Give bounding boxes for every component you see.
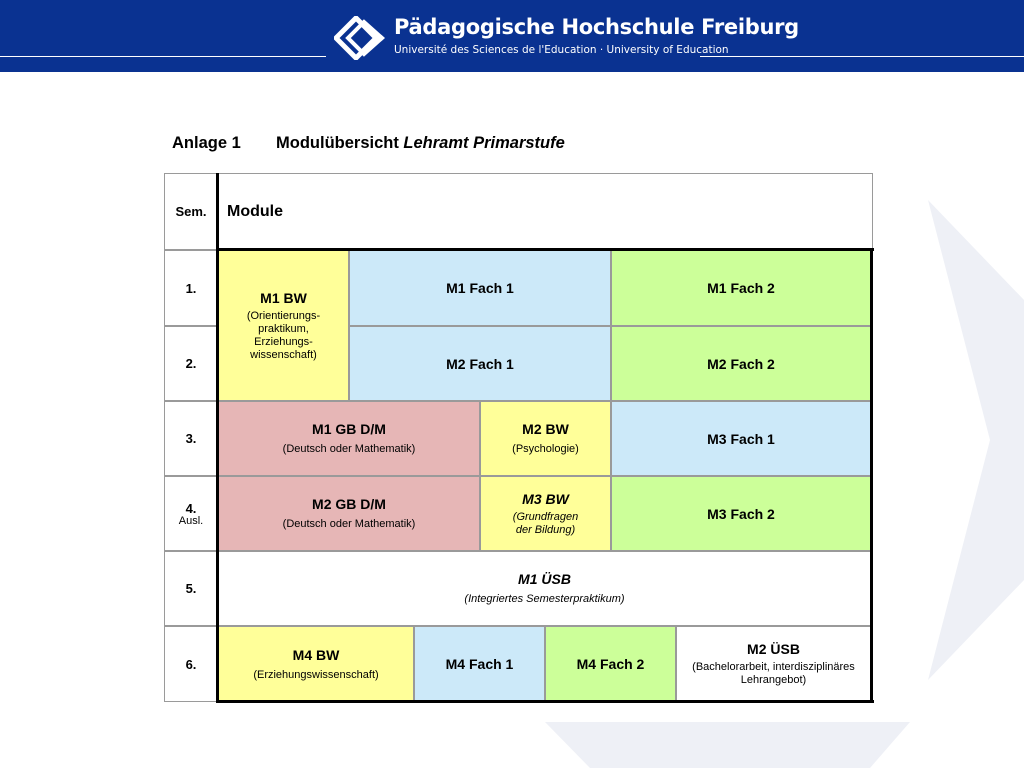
semester-6-cell (164, 626, 218, 702)
module-header: Module (227, 202, 283, 220)
module-header-cell (218, 173, 873, 250)
m2-fach1-name: M2 Fach 1 (446, 355, 514, 372)
m1-gb-name: M1 GB D/M (312, 421, 386, 437)
m4-bw-name: M4 BW (292, 646, 340, 663)
m3-bw-name: M3 BW (522, 490, 569, 507)
sem-header-cell (164, 173, 218, 250)
module-border-bottom (216, 700, 874, 703)
m2-usb-desc: (Bachelorarbeit, interdisziplinäres Lehrangebot) (692, 661, 855, 686)
m2-gb-name: M2 GB D/M (312, 496, 386, 512)
m2-usb-name: M2 ÜSB (747, 641, 800, 657)
m1-fach2-name: M1 Fach 2 (707, 280, 775, 296)
module-m2-fach1 (349, 326, 611, 401)
module-m3-bw (480, 476, 611, 551)
module-border-right (870, 248, 873, 703)
university-subtitle: Université des Sciences de l'Education · University of Education (394, 44, 729, 56)
module-m3-fach1 (611, 401, 871, 476)
m1-fach1-name: M1 Fach 1 (446, 280, 514, 296)
title-italic: Lehramt Primarstufe (403, 134, 565, 152)
semester-5-cell (164, 551, 218, 626)
module-m1-bw (218, 250, 349, 401)
semester-6-label: 6. (185, 656, 197, 672)
m1-usb-desc: (Integriertes Semesterpraktikum) (464, 593, 625, 605)
semester-1-label: 1. (185, 280, 197, 296)
sem-header: Sem. (175, 204, 207, 219)
m3-fach1-name: M3 Fach 1 (707, 430, 775, 447)
semester-3-label: 3. (185, 431, 197, 446)
m2-bw-desc: (Psychologie) (512, 443, 579, 455)
title-prefix: Modulübersicht (276, 134, 404, 152)
module-m1-usb (218, 551, 871, 626)
m1-bw-desc: (Orientierungs- praktikum, Erziehungs- wissenschaft) (246, 309, 321, 361)
module-m2-usb (676, 626, 871, 702)
module-m1-fach2 (611, 250, 871, 326)
university-name: Pädagogische Hochschule Freiburg (394, 15, 799, 39)
module-m2-bw (480, 401, 611, 476)
m2-bw-name: M2 BW (522, 421, 569, 437)
module-m4-bw (218, 626, 414, 702)
m1-usb-name: M1 ÜSB (518, 571, 571, 587)
m2-fach2-name: M2 Fach 2 (707, 355, 775, 372)
module-m4-fach2 (545, 626, 676, 702)
annex-label: Anlage 1 (172, 134, 241, 152)
m4-fach1-name: M4 Fach 1 (445, 656, 514, 672)
semester-3-cell (164, 401, 218, 476)
semester-4-sub: Ausl. (178, 514, 204, 527)
module-m4-fach1 (414, 626, 545, 702)
semester-4-cell (164, 476, 218, 551)
module-m2-gb (218, 476, 480, 551)
m1-bw-name: M1 BW (260, 289, 307, 306)
semester-5-label: 5. (185, 581, 197, 596)
module-m3-fach2 (611, 476, 871, 551)
m3-bw-desc: (Grundfragen der Bildung) (512, 510, 579, 536)
semester-2-label: 2. (185, 356, 197, 371)
m1-gb-desc: (Deutsch oder Mathematik) (282, 443, 416, 455)
module-m2-fach2 (611, 326, 871, 401)
m2-gb-desc: (Deutsch oder Mathematik) (282, 518, 416, 530)
m4-fach2-name: M4 Fach 2 (576, 656, 645, 672)
module-border-left (216, 173, 219, 703)
semester-1-cell (164, 250, 218, 326)
m3-fach2-name: M3 Fach 2 (707, 505, 775, 522)
module-m1-fach1 (349, 250, 611, 326)
module-m1-gb (218, 401, 480, 476)
semester-2-cell (164, 326, 218, 401)
m4-bw-desc: (Erziehungswissenschaft) (253, 668, 379, 681)
semester-4-label: 4. (185, 500, 197, 516)
module-border-top (216, 248, 874, 251)
